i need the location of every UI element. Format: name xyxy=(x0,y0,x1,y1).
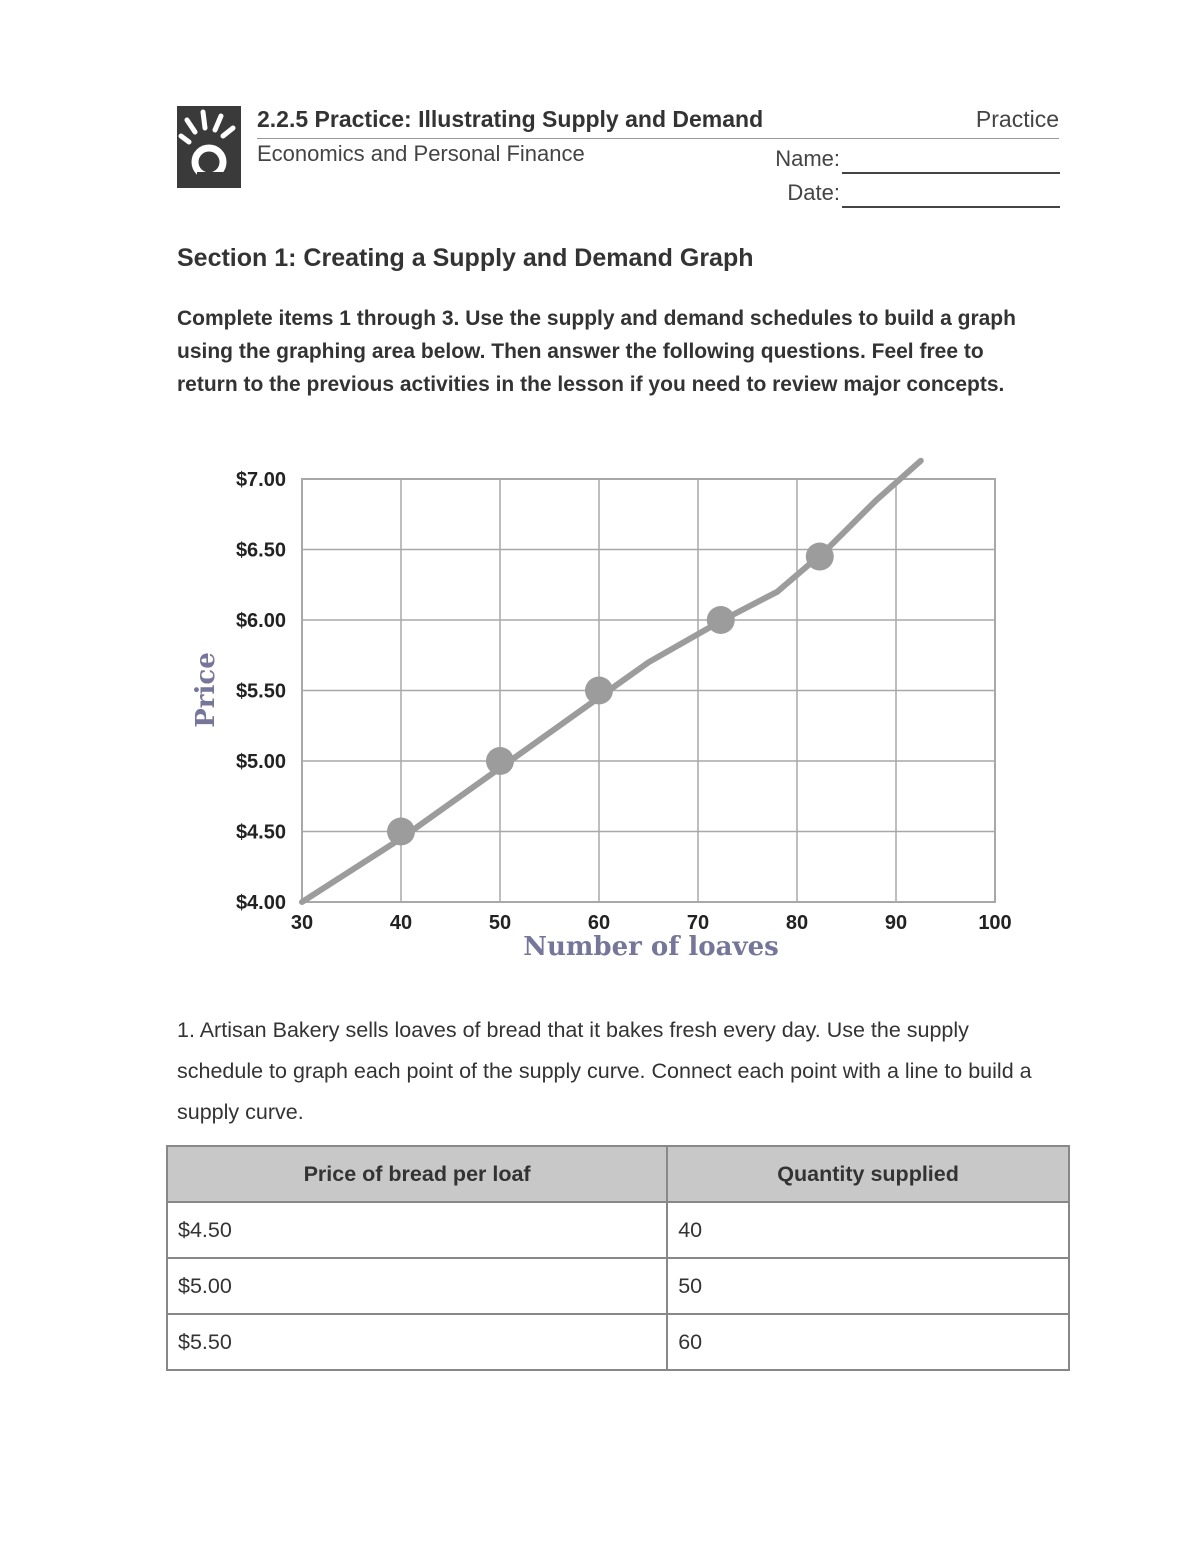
date-label: Date: xyxy=(787,180,840,205)
supply-point xyxy=(387,818,415,846)
price-column-header: Price of bread per loaf xyxy=(167,1146,667,1202)
y-tick-label: $6.00 xyxy=(235,610,286,632)
x-tick-label: 60 xyxy=(587,912,611,934)
supply-point xyxy=(806,543,834,571)
header-divider xyxy=(257,138,1059,139)
price-cell: $5.50 xyxy=(167,1314,667,1370)
lightbulb-logo-icon xyxy=(177,106,241,188)
date-field[interactable] xyxy=(842,206,1060,208)
x-tick-label: 30 xyxy=(290,912,314,934)
name-field[interactable] xyxy=(842,172,1060,174)
x-tick-label: 100 xyxy=(978,912,1012,934)
x-tick-label: 90 xyxy=(884,912,908,934)
y-tick-label: $7.00 xyxy=(235,469,286,491)
y-tick-label: $5.00 xyxy=(235,751,286,773)
x-tick-label: 70 xyxy=(686,912,710,934)
supply-point xyxy=(707,606,735,634)
x-tick-label: 80 xyxy=(785,912,809,934)
question-1: 1. Artisan Bakery sells loaves of bread that it bakes fresh every day. Use the supply schedule to graph each point of the supply curve. Connect each point with a line to build a supply curve. xyxy=(177,1018,1032,1124)
x-tick-label: 40 xyxy=(389,912,413,934)
supply-schedule-table xyxy=(166,1145,1070,1371)
quantity-cell: 50 xyxy=(667,1258,1069,1314)
quantity-column-header: Quantity supplied xyxy=(667,1146,1069,1202)
section-title: Section 1: Creating a Supply and Demand Graph xyxy=(177,244,754,272)
price-cell: $5.00 xyxy=(167,1258,667,1314)
name-label: Name: xyxy=(775,146,840,171)
quantity-cell: 60 xyxy=(667,1314,1069,1370)
x-axis-label: Number of loaves xyxy=(523,932,779,962)
table-row xyxy=(167,1258,1069,1314)
table-row xyxy=(167,1314,1069,1370)
x-tick-label: 50 xyxy=(488,912,512,934)
y-axis-label: Price xyxy=(191,652,221,728)
y-tick-label: $5.50 xyxy=(235,680,286,703)
price-cell: $4.50 xyxy=(167,1202,667,1258)
supply-point xyxy=(585,677,613,705)
y-tick-label: $4.00 xyxy=(235,892,286,914)
section-instructions: Complete items 1 through 3. Use the supply and demand schedules to build a graph using the graphing area below. Then answer the following questions. Feel free to return to the previous activities in the lesson if you need to review major concepts. xyxy=(177,307,1016,396)
y-tick-label: $4.50 xyxy=(235,821,286,844)
quantity-cell: 40 xyxy=(667,1202,1069,1258)
course-name: Economics and Personal Finance xyxy=(257,141,585,166)
document-type-label: Practice xyxy=(975,106,1059,132)
y-tick-label: $6.50 xyxy=(235,539,286,562)
table-header-row xyxy=(167,1146,1069,1202)
supply-chart xyxy=(180,450,1030,970)
chart-plot xyxy=(302,461,921,902)
supply-point xyxy=(486,747,514,775)
table-row xyxy=(167,1202,1069,1258)
document-title: 2.2.5 Practice: Illustrating Supply and Demand xyxy=(257,106,764,132)
